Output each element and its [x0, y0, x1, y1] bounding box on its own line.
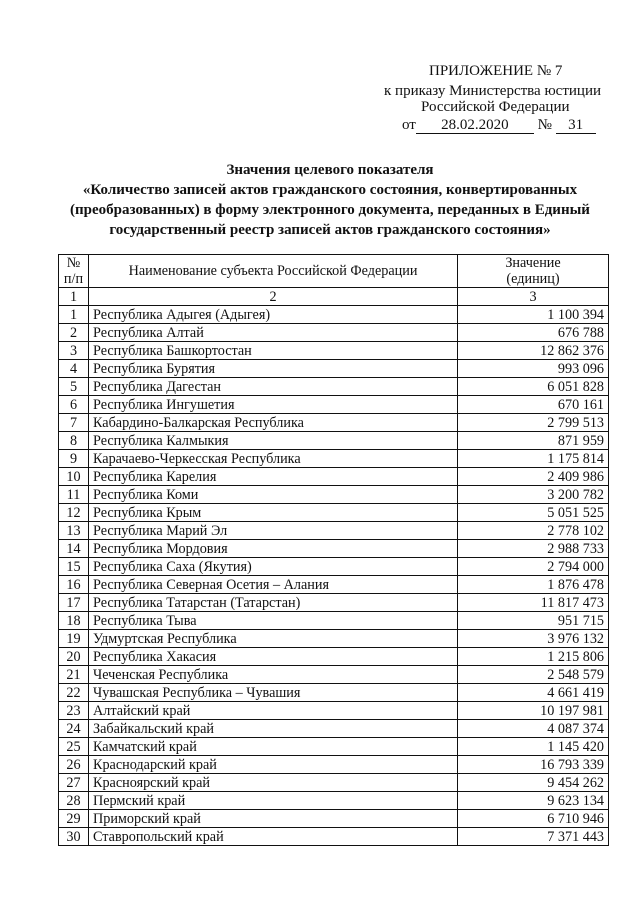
table-row — [59, 522, 609, 540]
subject-name: Республика Калмыкия — [89, 432, 458, 450]
number-prefix: № — [537, 117, 552, 133]
indicator-value: 1 215 806 — [458, 648, 609, 666]
header-number-label: п/п — [63, 271, 84, 287]
table-row — [59, 558, 609, 576]
subject-name: Республика Карелия — [89, 468, 458, 486]
indicator-value: 5 051 525 — [458, 504, 609, 522]
table-row — [59, 792, 609, 810]
indicator-value: 951 715 — [458, 612, 609, 630]
subject-name: Карачаево-Черкесская Республика — [89, 450, 458, 468]
table-row — [59, 720, 609, 738]
subject-name: Краснодарский край — [89, 756, 458, 774]
indicator-value: 4 661 419 — [458, 684, 609, 702]
indicator-value: 10 197 981 — [458, 702, 609, 720]
date-prefix: от — [402, 117, 416, 133]
table-row — [59, 378, 609, 396]
header-value — [458, 255, 609, 288]
row-number: 25 — [59, 738, 89, 756]
order-date: 28.02.2020 — [416, 117, 534, 134]
row-number: 18 — [59, 612, 89, 630]
table-row — [59, 324, 609, 342]
row-number: 13 — [59, 522, 89, 540]
table-row — [59, 540, 609, 558]
indicator-value: 2 778 102 — [458, 522, 609, 540]
subject-name: Удмуртская Республика — [89, 630, 458, 648]
row-number: 6 — [59, 396, 89, 414]
row-number: 14 — [59, 540, 89, 558]
indicator-value: 2 794 000 — [458, 558, 609, 576]
subject-name: Республика Адыгея (Адыгея) — [89, 306, 458, 324]
indicator-value: 871 959 — [458, 432, 609, 450]
indicator-value: 12 862 376 — [458, 342, 609, 360]
subject-name: Республика Мордовия — [89, 540, 458, 558]
subject-name: Республика Алтай — [89, 324, 458, 342]
indicator-value: 6 710 946 — [458, 810, 609, 828]
table-row — [59, 594, 609, 612]
subject-name: Приморский край — [89, 810, 458, 828]
row-number: 2 — [59, 324, 89, 342]
table-row — [59, 504, 609, 522]
subject-name: Красноярский край — [89, 774, 458, 792]
subject-name: Забайкальский край — [89, 720, 458, 738]
header-subject-name: Наименование субъекта Российской Федерации — [89, 255, 458, 288]
indicator-value: 3 976 132 — [458, 630, 609, 648]
row-number: 16 — [59, 576, 89, 594]
indicator-value: 2 409 986 — [458, 468, 609, 486]
row-number: 28 — [59, 792, 89, 810]
indicator-value: 16 793 339 — [458, 756, 609, 774]
table-row — [59, 396, 609, 414]
indicator-value: 4 087 374 — [458, 720, 609, 738]
indicator-value: 7 371 443 — [458, 828, 609, 846]
indicator-value: 1 175 814 — [458, 450, 609, 468]
indicator-value: 670 161 — [458, 396, 609, 414]
table-row — [59, 612, 609, 630]
table-row — [59, 684, 609, 702]
federation-line: Российской Федерации — [421, 99, 570, 115]
row-number: 27 — [59, 774, 89, 792]
column-index: 3 — [458, 288, 609, 306]
table-row — [59, 486, 609, 504]
subject-name: Республика Хакасия — [89, 648, 458, 666]
row-number: 4 — [59, 360, 89, 378]
row-number: 19 — [59, 630, 89, 648]
row-number: 22 — [59, 684, 89, 702]
row-number: 23 — [59, 702, 89, 720]
table-row — [59, 648, 609, 666]
subject-name: Республика Тыва — [89, 612, 458, 630]
title-line-1: Значения целевого показателя — [226, 162, 434, 178]
appendix-title: ПРИЛОЖЕНИЕ № 7 — [429, 63, 563, 79]
subject-name: Республика Ингушетия — [89, 396, 458, 414]
row-number: 5 — [59, 378, 89, 396]
table-row — [59, 702, 609, 720]
table-row — [59, 450, 609, 468]
order-reference: к приказу Министерства юстиции — [384, 83, 601, 99]
indicator-value: 676 788 — [458, 324, 609, 342]
row-number: 20 — [59, 648, 89, 666]
table-row — [59, 738, 609, 756]
subject-name: Республика Татарстан (Татарстан) — [89, 594, 458, 612]
indicator-table — [58, 254, 609, 846]
row-number: 8 — [59, 432, 89, 450]
table-row — [59, 774, 609, 792]
table-row — [59, 432, 609, 450]
subject-name: Республика Дагестан — [89, 378, 458, 396]
indicator-value: 1 876 478 — [458, 576, 609, 594]
header-value-label: Значение — [505, 255, 561, 271]
subject-name: Пермский край — [89, 792, 458, 810]
indicator-value: 993 096 — [458, 360, 609, 378]
table-header-row — [59, 255, 609, 288]
header-value-unit: (единиц) — [506, 271, 560, 287]
column-index-row — [59, 288, 609, 306]
subject-name: Чеченская Республика — [89, 666, 458, 684]
table-row — [59, 468, 609, 486]
subject-name: Республика Башкортостан — [89, 342, 458, 360]
table-row — [59, 414, 609, 432]
document-title — [40, 160, 620, 240]
order-number: 31 — [556, 117, 596, 134]
title-line-2: «Количество записей актов гражданского состояния, конвертированных — [82, 182, 578, 198]
title-line-3: (преобразованных) в форму электронного документа, переданных в Единый — [70, 202, 590, 218]
indicator-value: 2 548 579 — [458, 666, 609, 684]
indicator-value: 9 454 262 — [458, 774, 609, 792]
indicator-value: 2 799 513 — [458, 414, 609, 432]
subject-name: Кабардино-Балкарская Республика — [89, 414, 458, 432]
table-row — [59, 810, 609, 828]
table-row — [59, 306, 609, 324]
row-number: 29 — [59, 810, 89, 828]
header-number — [59, 255, 89, 288]
table-row — [59, 342, 609, 360]
subject-name: Республика Коми — [89, 486, 458, 504]
title-line-4: государственный реестр записей актов гражданского состояния» — [109, 222, 551, 238]
row-number: 21 — [59, 666, 89, 684]
subject-name: Ставропольский край — [89, 828, 458, 846]
row-number: 17 — [59, 594, 89, 612]
subject-name: Камчатский край — [89, 738, 458, 756]
row-number: 9 — [59, 450, 89, 468]
row-number: 11 — [59, 486, 89, 504]
order-date-number-row — [402, 116, 596, 134]
subject-name: Алтайский край — [89, 702, 458, 720]
subject-name: Республика Северная Осетия – Алания — [89, 576, 458, 594]
table-row — [59, 828, 609, 846]
indicator-value: 11 817 473 — [458, 594, 609, 612]
row-number: 3 — [59, 342, 89, 360]
indicator-value: 3 200 782 — [458, 486, 609, 504]
indicator-value: 6 051 828 — [458, 378, 609, 396]
table-row — [59, 360, 609, 378]
indicator-value: 1 145 420 — [458, 738, 609, 756]
subject-name: Республика Бурятия — [89, 360, 458, 378]
row-number: 24 — [59, 720, 89, 738]
table-row — [59, 666, 609, 684]
table-row — [59, 630, 609, 648]
row-number: 26 — [59, 756, 89, 774]
table-row — [59, 756, 609, 774]
subject-name: Республика Марий Эл — [89, 522, 458, 540]
indicator-value: 9 623 134 — [458, 792, 609, 810]
subject-name: Чувашская Республика – Чувашия — [89, 684, 458, 702]
row-number: 15 — [59, 558, 89, 576]
header-number-symbol: № — [66, 255, 81, 271]
row-number: 10 — [59, 468, 89, 486]
subject-name: Республика Саха (Якутия) — [89, 558, 458, 576]
row-number: 7 — [59, 414, 89, 432]
indicator-value: 2 988 733 — [458, 540, 609, 558]
row-number: 30 — [59, 828, 89, 846]
indicator-value: 1 100 394 — [458, 306, 609, 324]
column-index: 2 — [89, 288, 458, 306]
subject-name: Республика Крым — [89, 504, 458, 522]
column-index: 1 — [59, 288, 89, 306]
row-number: 12 — [59, 504, 89, 522]
row-number: 1 — [59, 306, 89, 324]
table-row — [59, 576, 609, 594]
